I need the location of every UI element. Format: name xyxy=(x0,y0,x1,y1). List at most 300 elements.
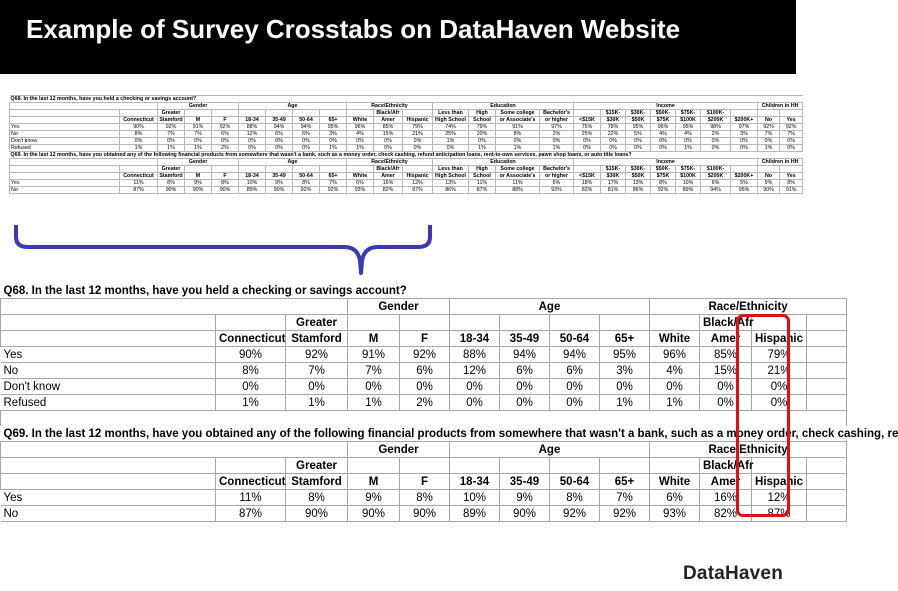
column-header-top: Black/Afr xyxy=(700,315,752,331)
data-cell: 8% xyxy=(212,180,239,187)
group-header-income: Income xyxy=(574,103,758,110)
data-cell: 0% xyxy=(347,138,374,145)
group-header-income: Income xyxy=(574,159,758,166)
data-cell: 1% xyxy=(347,145,374,152)
row-label: Refused xyxy=(1,395,216,411)
column-header: or Associate's xyxy=(496,173,540,180)
column-header-top xyxy=(266,166,293,173)
table-row xyxy=(10,180,803,187)
column-header: Connecticut xyxy=(216,474,286,490)
data-cell: 1% xyxy=(540,145,574,152)
data-cell: 1% xyxy=(676,145,701,152)
row-label: No xyxy=(10,187,120,194)
data-cell: 3% xyxy=(320,131,347,138)
group-header-gender: Gender xyxy=(348,442,450,458)
question-row xyxy=(10,96,803,103)
column-header-top: $15K- xyxy=(601,110,626,117)
data-cell: 0% xyxy=(601,145,626,152)
column-header-top xyxy=(239,110,266,117)
data-cell: 0% xyxy=(600,379,650,395)
data-cell: 20% xyxy=(469,131,496,138)
group-header-row xyxy=(10,159,803,166)
column-header-top xyxy=(239,166,266,173)
data-cell: 22% xyxy=(601,131,626,138)
column-header: 18-34 xyxy=(239,173,266,180)
column-header-top: Black/Afr xyxy=(700,458,752,474)
data-cell: 0% xyxy=(758,138,780,145)
data-cell: 0% xyxy=(239,145,266,152)
cut-column xyxy=(807,347,847,363)
data-cell: 25% xyxy=(574,131,601,138)
data-cell: 96% xyxy=(650,347,700,363)
data-cell: 94% xyxy=(701,187,731,194)
group-header-gender: Gender xyxy=(158,159,239,166)
column-header: $200K xyxy=(701,173,731,180)
data-cell: 96% xyxy=(347,124,374,131)
data-cell: 0% xyxy=(374,145,403,152)
column-header-top: High xyxy=(469,110,496,117)
column-header-row xyxy=(1,458,847,474)
column-header-top xyxy=(758,110,780,117)
column-header: Amer xyxy=(700,474,752,490)
data-cell: 11% xyxy=(469,180,496,187)
data-cell: 86% xyxy=(433,187,469,194)
data-cell: 2% xyxy=(701,131,731,138)
column-header-top: $75K- xyxy=(676,110,701,117)
column-header: White xyxy=(650,331,700,347)
data-cell: 1% xyxy=(320,145,347,152)
data-cell: 1% xyxy=(286,395,348,411)
data-cell: 90% xyxy=(158,187,185,194)
data-cell: 17% xyxy=(601,180,626,187)
data-cell: 7% xyxy=(185,131,212,138)
column-header xyxy=(10,117,120,124)
data-cell: 90% xyxy=(400,506,450,522)
column-header: Stamford xyxy=(286,331,348,347)
data-cell: 0% xyxy=(266,138,293,145)
data-cell: 95% xyxy=(731,187,758,194)
data-cell: 0% xyxy=(286,379,348,395)
column-header: M xyxy=(185,173,212,180)
data-cell: 0% xyxy=(601,138,626,145)
data-cell: 82% xyxy=(700,506,752,522)
column-header: No xyxy=(758,117,780,124)
column-header: Hispanic xyxy=(752,474,807,490)
column-header: Yes xyxy=(780,117,803,124)
column-header-top: $75K- xyxy=(676,166,701,173)
column-header-row xyxy=(10,166,803,173)
data-cell: 0% xyxy=(158,138,185,145)
data-cell: 0% xyxy=(293,138,320,145)
column-header-top xyxy=(348,315,400,331)
data-cell: 2% xyxy=(540,131,574,138)
group-header-children: Children in HH xyxy=(758,103,803,110)
column-header-top xyxy=(216,458,286,474)
data-cell: 7% xyxy=(600,490,650,506)
column-header-top xyxy=(731,166,758,173)
data-cell: 4% xyxy=(347,131,374,138)
data-cell: 0% xyxy=(400,379,450,395)
column-header-top: Black/Afr xyxy=(374,110,403,117)
column-header-top xyxy=(400,315,450,331)
column-header: Stamford xyxy=(286,474,348,490)
data-cell: 0% xyxy=(403,145,433,152)
column-header-top xyxy=(1,458,216,474)
data-cell: 0% xyxy=(780,138,803,145)
cut-column xyxy=(807,458,847,474)
group-header-age: Age xyxy=(450,299,650,315)
data-cell: 7% xyxy=(780,131,803,138)
group-header-age: Age xyxy=(450,442,650,458)
column-header: 65+ xyxy=(320,173,347,180)
column-header-top xyxy=(400,458,450,474)
data-cell: 92% xyxy=(286,347,348,363)
data-cell: 87% xyxy=(403,187,433,194)
data-cell: 92% xyxy=(651,187,676,194)
column-header-top xyxy=(600,315,650,331)
data-cell: 90% xyxy=(212,187,239,194)
data-cell: 3% xyxy=(600,363,650,379)
column-header: or Associate's xyxy=(496,117,540,124)
data-cell: 0% xyxy=(216,379,286,395)
data-cell: 0% xyxy=(676,138,701,145)
data-cell: 90% xyxy=(286,506,348,522)
data-cell: 0% xyxy=(752,379,807,395)
data-cell: 0% xyxy=(626,145,651,152)
data-cell: 7% xyxy=(286,363,348,379)
group-header-education: Education xyxy=(433,103,574,110)
data-cell: 13% xyxy=(433,180,469,187)
column-header: Amer xyxy=(374,173,403,180)
column-header: Amer xyxy=(374,117,403,124)
header-blank xyxy=(10,159,158,166)
data-cell: 7% xyxy=(348,363,400,379)
column-header-top xyxy=(780,110,803,117)
column-header: 65+ xyxy=(600,474,650,490)
column-header-top: Bachelor's xyxy=(540,110,574,117)
column-header-top xyxy=(500,315,550,331)
small-crosstab-table xyxy=(9,95,803,194)
data-cell: 21% xyxy=(752,363,807,379)
column-header-top xyxy=(500,458,550,474)
column-header: M xyxy=(348,474,400,490)
cut-column xyxy=(807,363,847,379)
column-header-top: $100K- xyxy=(701,110,731,117)
column-header: M xyxy=(348,331,400,347)
data-cell: 79% xyxy=(752,347,807,363)
column-header-top xyxy=(600,458,650,474)
column-header-top xyxy=(212,110,239,117)
data-cell: 0% xyxy=(320,138,347,145)
data-cell: 6% xyxy=(212,131,239,138)
data-cell: 1% xyxy=(185,145,212,152)
data-cell: 11% xyxy=(120,180,158,187)
question-q69: Q69. In the last 12 months, have you obtained any of the following financial products from somewhere that wasn't a bank, such as a money order, check cashing, refund anticipation loans, rent-to-own services, pawn shop loans, or auto title loans? xyxy=(10,152,803,159)
column-header: High School xyxy=(433,117,469,124)
header-blank xyxy=(1,299,348,315)
table-row xyxy=(1,395,847,411)
data-cell: 93% xyxy=(650,506,700,522)
group-header-children: Children in HH xyxy=(758,159,803,166)
column-header xyxy=(10,173,120,180)
column-header-top xyxy=(574,110,601,117)
column-header-top xyxy=(216,315,286,331)
data-cell: 95% xyxy=(676,124,701,131)
table-row xyxy=(10,138,803,145)
data-cell: 90% xyxy=(185,187,212,194)
column-header: 50-64 xyxy=(550,474,600,490)
column-header: <$15K xyxy=(574,117,601,124)
data-cell: 4% xyxy=(651,131,676,138)
data-cell: 0% xyxy=(403,138,433,145)
column-header xyxy=(1,331,216,347)
column-header-top xyxy=(1,315,216,331)
column-header-top: Greater xyxy=(286,315,348,331)
question-q69: Q69. In the last 12 months, have you obtained any of the following financial products from somewhere that wasn't a bank, such as a money order, check cashing, re xyxy=(1,426,847,442)
column-header: 18-34 xyxy=(239,117,266,124)
column-header-top xyxy=(550,315,600,331)
data-cell: 94% xyxy=(550,347,600,363)
column-header-top xyxy=(403,110,433,117)
data-cell: 1% xyxy=(348,395,400,411)
column-header: Hispanic xyxy=(752,331,807,347)
column-header-row xyxy=(1,474,847,490)
table-row xyxy=(10,187,803,194)
data-cell: 12% xyxy=(239,131,266,138)
data-cell: 87% xyxy=(752,506,807,522)
data-cell: 10% xyxy=(450,490,500,506)
data-cell: 94% xyxy=(500,347,550,363)
group-header-race: Race/Ethnicity xyxy=(650,442,847,458)
data-cell: 6% xyxy=(550,363,600,379)
data-cell: 89% xyxy=(450,506,500,522)
data-cell: 82% xyxy=(574,187,601,194)
data-cell: 6% xyxy=(400,363,450,379)
column-header-top: Black/Afr xyxy=(374,166,403,173)
row-label: Yes xyxy=(1,490,216,506)
data-cell: 87% xyxy=(216,506,286,522)
data-cell: 1% xyxy=(496,145,540,152)
data-cell: 90% xyxy=(216,347,286,363)
column-header: 35-49 xyxy=(500,331,550,347)
data-cell: 0% xyxy=(469,138,496,145)
data-cell: 0% xyxy=(500,395,550,411)
column-header: $100K xyxy=(676,173,701,180)
data-cell: 2% xyxy=(400,395,450,411)
column-header: 65+ xyxy=(320,117,347,124)
cut-column xyxy=(807,379,847,395)
question-row xyxy=(10,152,803,159)
data-cell: 0% xyxy=(433,145,469,152)
data-cell: 92% xyxy=(550,506,600,522)
column-header: $75K xyxy=(651,173,676,180)
data-cell: 8% xyxy=(780,180,803,187)
column-header-row xyxy=(10,117,803,124)
column-header-top xyxy=(347,110,374,117)
column-header-top xyxy=(758,166,780,173)
column-header-top xyxy=(450,458,500,474)
column-header: Connecticut xyxy=(216,331,286,347)
column-header-row xyxy=(1,331,847,347)
data-cell: 0% xyxy=(651,138,676,145)
data-cell: 89% xyxy=(676,187,701,194)
data-cell: 6% xyxy=(540,180,574,187)
data-cell: 9% xyxy=(266,180,293,187)
column-header: Stamford xyxy=(159,173,183,179)
column-header-top: Some college xyxy=(496,110,540,117)
data-cell: 0% xyxy=(550,395,600,411)
data-cell: 97% xyxy=(731,124,758,131)
table-row xyxy=(1,490,847,506)
column-header-top xyxy=(650,315,700,331)
data-cell: 90% xyxy=(120,124,158,131)
column-header: 35-49 xyxy=(266,173,293,180)
data-cell: 9% xyxy=(500,490,550,506)
column-header-top: Bachelor's xyxy=(540,166,574,173)
title-bar xyxy=(0,0,796,74)
spacer-cell xyxy=(1,411,847,427)
column-header: $50K xyxy=(626,117,651,124)
data-cell: 2% xyxy=(212,145,239,152)
column-header: Connecticut xyxy=(120,173,158,180)
data-cell: 93% xyxy=(347,187,374,194)
data-cell: 6% xyxy=(500,363,550,379)
data-cell: 0% xyxy=(348,379,400,395)
data-cell: 0% xyxy=(731,145,758,152)
column-header-top xyxy=(403,166,433,173)
column-header-top: $50K- xyxy=(651,166,676,173)
column-header: $200K xyxy=(701,117,731,124)
column-header-top: High xyxy=(469,166,496,173)
data-cell: 10% xyxy=(676,180,701,187)
column-header: 65+ xyxy=(600,331,650,347)
column-header: $50K xyxy=(626,173,651,180)
data-cell: 5% xyxy=(731,180,758,187)
column-header-top: $50K- xyxy=(651,110,676,117)
data-cell: 81% xyxy=(601,187,626,194)
data-cell: 8% xyxy=(550,490,600,506)
data-cell: 0% xyxy=(700,395,752,411)
column-header: $200K+ xyxy=(731,173,758,180)
column-header: $200K+ xyxy=(731,117,758,124)
data-cell: 82% xyxy=(374,187,403,194)
group-header-age: Age xyxy=(239,159,347,166)
data-cell: 6% xyxy=(701,180,731,187)
column-header-top: $30K- xyxy=(626,166,651,173)
small-crosstab xyxy=(9,95,799,223)
column-header: 35-49 xyxy=(500,474,550,490)
data-cell: 13% xyxy=(626,180,651,187)
data-cell: 8% xyxy=(158,180,185,187)
question-row xyxy=(1,426,847,442)
data-cell: 11% xyxy=(496,180,540,187)
data-cell: 92% xyxy=(320,187,347,194)
column-header: F xyxy=(400,474,450,490)
data-cell: 0% xyxy=(574,138,601,145)
column-header: School xyxy=(469,173,496,180)
data-cell: 94% xyxy=(293,124,320,131)
column-header: White xyxy=(650,474,700,490)
cut-column xyxy=(807,331,847,347)
column-header-top xyxy=(550,458,600,474)
data-cell: 15% xyxy=(374,131,403,138)
row-label: Yes xyxy=(10,124,120,131)
header-blank xyxy=(1,442,348,458)
group-header-education: Education xyxy=(433,159,574,166)
row-label: No xyxy=(1,506,216,522)
column-header: or higher xyxy=(540,117,574,124)
group-header-race: Race/Ethnicity xyxy=(650,299,847,315)
data-cell: 8% xyxy=(286,490,348,506)
data-cell: 92% xyxy=(600,506,650,522)
data-cell: 93% xyxy=(540,187,574,194)
data-cell: 74% xyxy=(433,124,469,131)
data-cell: 0% xyxy=(500,379,550,395)
data-cell: 1% xyxy=(158,145,185,152)
group-header-race: Race/Ethnicity xyxy=(347,159,433,166)
data-cell: 8% xyxy=(216,363,286,379)
column-header-top: $15K- xyxy=(601,166,626,173)
data-cell: 16% xyxy=(700,490,752,506)
data-cell: 1% xyxy=(758,145,780,152)
column-header-row xyxy=(10,173,803,180)
column-header: Yes xyxy=(780,173,803,180)
column-header-top xyxy=(348,458,400,474)
column-header-top xyxy=(293,110,320,117)
data-cell: 12% xyxy=(752,490,807,506)
data-cell: 98% xyxy=(701,124,731,131)
group-header-gender: Gender xyxy=(348,299,450,315)
data-cell: 91% xyxy=(496,124,540,131)
data-cell: 94% xyxy=(266,124,293,131)
datahaven-logo: DataHaven xyxy=(683,563,784,584)
data-cell: 88% xyxy=(496,187,540,194)
data-cell: 3% xyxy=(731,131,758,138)
data-cell: 0% xyxy=(120,138,158,145)
data-cell: 0% xyxy=(293,145,320,152)
data-cell: 12% xyxy=(450,363,500,379)
column-header-top xyxy=(212,166,239,173)
data-cell: 92% xyxy=(780,124,803,131)
column-header: 50-64 xyxy=(550,331,600,347)
data-cell: 90% xyxy=(758,187,780,194)
row-label: No xyxy=(10,131,120,138)
data-cell: 79% xyxy=(469,124,496,131)
slide-title: Example of Survey Crosstabs on DataHaven Website xyxy=(26,14,681,44)
column-header: School xyxy=(469,117,496,124)
group-header-row xyxy=(10,103,803,110)
column-header: M xyxy=(185,117,212,124)
column-header-top: $100K- xyxy=(701,166,731,173)
enlarged-crosstab-table xyxy=(0,283,898,522)
column-header: Hispanic xyxy=(403,173,433,180)
column-header: $100K xyxy=(676,117,701,124)
cut-column xyxy=(807,474,847,490)
data-cell: 96% xyxy=(651,124,676,131)
data-cell: 0% xyxy=(185,138,212,145)
table-row xyxy=(1,347,847,363)
column-header-top: Less than xyxy=(433,110,469,117)
data-cell: 0% xyxy=(651,145,676,152)
column-header-top xyxy=(347,166,374,173)
column-header: White xyxy=(347,117,374,124)
data-cell: 92% xyxy=(158,124,185,131)
column-header-top xyxy=(320,110,347,117)
group-header-age: Age xyxy=(239,103,347,110)
column-header: 35-49 xyxy=(266,117,293,124)
data-cell: 0% xyxy=(239,138,266,145)
data-cell: 0% xyxy=(780,145,803,152)
